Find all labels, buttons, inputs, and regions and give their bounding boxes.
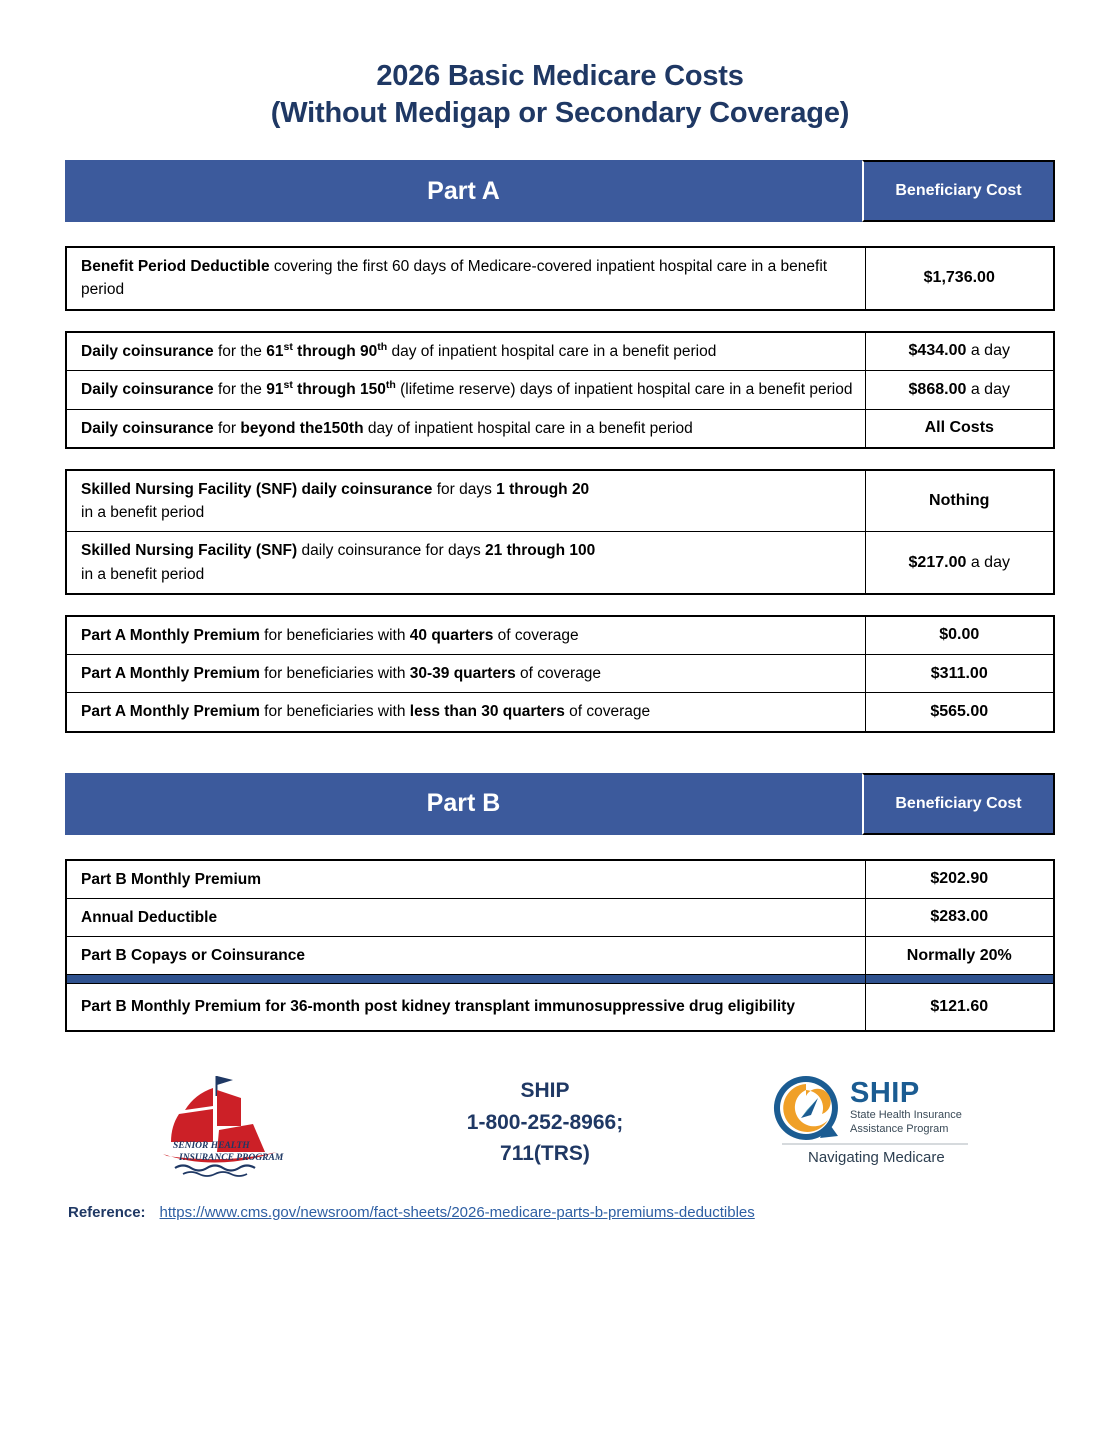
row-description-rest: for beneficiaries with 40 quarters of coverage xyxy=(259,626,579,644)
table-row xyxy=(66,937,1054,975)
table-row xyxy=(66,984,1054,1031)
row-description-bold: Skilled Nursing Facility (SNF) xyxy=(81,542,298,560)
table-row xyxy=(66,371,1054,409)
ship-navigating-medicare-logo xyxy=(710,1070,1040,1175)
row-description xyxy=(66,332,865,371)
table-row xyxy=(66,655,1054,693)
part-a-premium-table xyxy=(65,615,1055,733)
logo-text-line-2: INSURANCE PROGRAM xyxy=(179,1152,284,1163)
part-b-header-label: Part B xyxy=(65,773,862,835)
row-description xyxy=(66,693,865,732)
logo-subtitle-line-1: State Health Insurance xyxy=(849,1109,962,1122)
row-description: Part B Copays or Coinsurance xyxy=(66,937,865,975)
page-title-line-2: (Without Medigap or Secondary Coverage) xyxy=(270,97,850,130)
logo-subtitle-line-2: Assistance Program xyxy=(849,1123,948,1136)
table-row xyxy=(66,332,1054,371)
row-cost-amount: Nothing xyxy=(929,492,990,510)
row-cost xyxy=(865,616,1054,655)
sailing-ship-icon xyxy=(155,1068,305,1178)
logo-tagline: Navigating Medicare xyxy=(807,1149,945,1167)
senior-health-insurance-program-ship-logo xyxy=(80,1068,380,1178)
row-cost xyxy=(865,470,1054,532)
compass-icon xyxy=(768,1070,983,1175)
row-cost-suffix: a day xyxy=(966,553,1010,571)
table-row xyxy=(66,898,1054,936)
row-cost xyxy=(865,655,1054,693)
row-cost-amount: $0.00 xyxy=(939,626,980,644)
spacer xyxy=(65,449,1055,469)
row-description xyxy=(66,470,865,532)
row-description-bold: Daily coinsurance xyxy=(81,381,214,399)
row-cost-amount: $121.60 xyxy=(930,997,989,1015)
row-description-bold: Part A Monthly Premium xyxy=(81,703,260,721)
footer xyxy=(65,1068,1055,1178)
contact-org: SHIP xyxy=(520,1079,570,1103)
part-a-deductible-table xyxy=(65,246,1055,311)
row-description xyxy=(66,616,865,655)
table-row xyxy=(66,409,1054,448)
part-b-section-header xyxy=(65,773,1055,835)
row-description xyxy=(66,247,865,310)
row-description: Part B Monthly Premium xyxy=(66,860,865,899)
row-cost xyxy=(865,247,1054,310)
reference-link[interactable]: https://www.cms.gov/newsroom/fact-sheets/2026-medicare-parts-b-premiums-deductibles xyxy=(159,1203,755,1221)
row-description-rest: for beneficiaries with less than 30 quarters of coverage xyxy=(259,703,651,721)
row-description-rest: for beneficiaries with 30-39 quarters of coverage xyxy=(259,665,602,683)
table-row xyxy=(66,470,1054,532)
row-description-bold: Part A Monthly Premium xyxy=(81,626,260,644)
row-cost xyxy=(865,984,1054,1031)
row-description xyxy=(66,532,865,594)
spacer xyxy=(65,311,1055,331)
part-a-daily-coinsurance-table xyxy=(65,331,1055,449)
separator-cell-left xyxy=(66,975,865,984)
row-cost xyxy=(865,332,1054,371)
row-description: Part B Monthly Premium for 36-month post kidney transplant immunosuppressive drug eligibility xyxy=(66,984,865,1031)
row-cost-amount: $565.00 xyxy=(930,702,989,720)
row-cost xyxy=(865,898,1054,936)
row-cost-amount: $868.00 xyxy=(908,380,967,398)
row-cost-suffix: a day xyxy=(966,380,1010,398)
logo-text-line-1: SENIOR HEALTH xyxy=(173,1140,250,1151)
row-description xyxy=(66,371,865,409)
table-row xyxy=(66,616,1054,655)
table-row xyxy=(66,860,1054,899)
row-description-rest: daily coinsurance for days 21 through 100 in a benefit period xyxy=(81,542,596,583)
row-cost xyxy=(865,409,1054,448)
table-row xyxy=(66,247,1054,310)
ship-contact-block xyxy=(380,1075,710,1170)
row-cost-amount: $202.90 xyxy=(930,870,989,888)
row-cost-suffix: a day xyxy=(966,342,1010,360)
part-a-beneficiary-cost-header: Beneficiary Cost xyxy=(862,160,1055,222)
logo-acronym: SHIP xyxy=(849,1077,920,1110)
contact-tty: 711(TRS) xyxy=(500,1142,590,1166)
reference-label: Reference: xyxy=(68,1203,146,1221)
part-a-header-label: Part A xyxy=(65,160,862,222)
spacer xyxy=(65,835,1055,859)
row-cost xyxy=(865,693,1054,732)
reference xyxy=(65,1204,1055,1221)
page-title-line-1: 2026 Basic Medicare Costs xyxy=(376,60,744,92)
row-cost-amount: $1,736.00 xyxy=(923,269,995,287)
row-description-bold: Skilled Nursing Facility (SNF) daily coinsurance xyxy=(81,480,433,498)
part-b-blue-separator-band xyxy=(66,975,1054,984)
page-title xyxy=(65,0,1055,132)
spacer xyxy=(65,595,1055,615)
spacer xyxy=(65,222,1055,246)
part-b-beneficiary-cost-header: Beneficiary Cost xyxy=(862,773,1055,835)
row-cost xyxy=(865,532,1054,594)
part-b-table xyxy=(65,859,1055,1032)
contact-phone: 1-800-252-8966; xyxy=(466,1110,624,1134)
row-cost-amount: Normally 20% xyxy=(906,946,1012,964)
row-description-bold: Daily coinsurance xyxy=(81,342,214,360)
row-description-rest: for the 61st through 90th day of inpatient hospital care in a benefit period xyxy=(213,340,717,360)
part-a-section-header xyxy=(65,160,1055,222)
row-description-rest: covering the first 60 days of Medicare-covered inpatient hospital care in a benefit period xyxy=(81,258,828,299)
row-cost xyxy=(865,937,1054,975)
row-description-bold: Benefit Period Deductible xyxy=(81,258,270,276)
row-description xyxy=(66,655,865,693)
row-description-bold: Daily coinsurance xyxy=(81,419,214,437)
row-cost-amount: $311.00 xyxy=(930,664,988,682)
row-description-rest: for beyond the150th day of inpatient hospital care in a benefit period xyxy=(213,419,693,437)
table-row xyxy=(66,532,1054,594)
separator-cell-right xyxy=(865,975,1054,984)
row-cost xyxy=(865,860,1054,899)
row-description: Annual Deductible xyxy=(66,898,865,936)
part-a-snf-table xyxy=(65,469,1055,595)
row-cost-amount: All Costs xyxy=(924,419,994,437)
table-row xyxy=(66,693,1054,732)
row-cost xyxy=(865,371,1054,409)
row-description-rest: for the 91st through 150th (lifetime reserve) days of inpatient hospital care in a benefit period xyxy=(213,379,853,399)
row-cost-amount: $434.00 xyxy=(908,342,967,360)
row-cost-amount: $283.00 xyxy=(930,908,989,926)
row-description xyxy=(66,409,865,448)
row-cost-amount: $217.00 xyxy=(908,553,967,571)
row-description-bold: Part A Monthly Premium xyxy=(81,665,260,683)
row-description-rest: for days 1 through 20 in a benefit period xyxy=(81,480,590,522)
